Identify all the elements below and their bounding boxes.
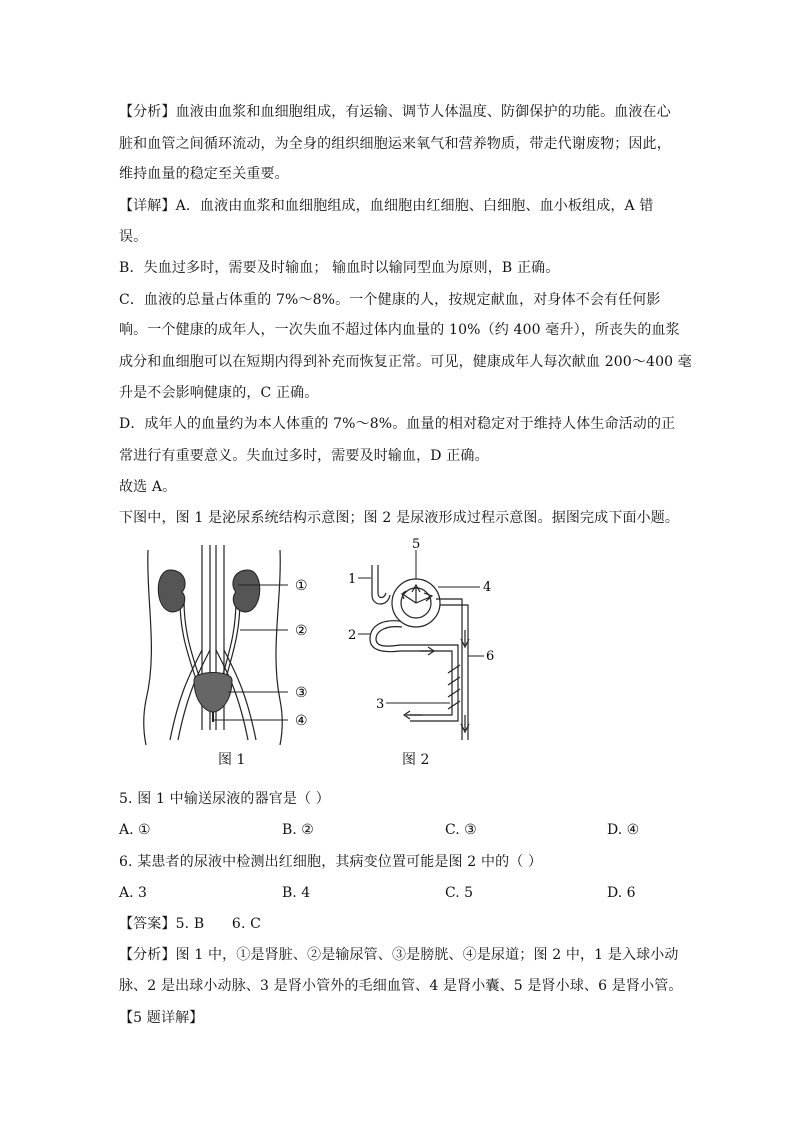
question-6-option-d: D. 6 — [607, 885, 636, 901]
kidney-right — [233, 570, 260, 612]
detail-line-8: D．成年人的血量约为本人体重的 7%～8%。血量的相对稳定对于维持人体生命活动的正 — [119, 416, 676, 432]
fig2-label-6: 6 — [486, 649, 495, 664]
afferent-arteriole — [372, 565, 390, 604]
kidney-left — [158, 570, 185, 612]
answer-line: 【答案】5. B 6. C — [119, 916, 262, 932]
urinary-system-figure — [140, 540, 340, 750]
detail-line-1: 【详解】A．血液由血浆和血细胞组成，血细胞由红细胞、白细胞、血小板组成，A 错 — [119, 198, 654, 214]
fig2-label-2: 2 — [348, 628, 357, 643]
ureter-right — [220, 600, 240, 685]
question-5-option-b: B. ② — [282, 822, 314, 838]
analysis-line-2: 脏和血管之间循环流动，为全身的组织细胞运来氧气和营养物质，带走代谢废物；因此， — [119, 136, 671, 152]
nephron-figure — [340, 535, 500, 750]
analysis-line-3: 维持血量的稳定至关重要。 — [119, 166, 289, 182]
fig1-label-4: ④ — [295, 713, 308, 729]
question-5-option-c: C. ③ — [445, 822, 477, 838]
detail-line-3: B．失血过多时，需要及时输血； 输血时以输同型血为原则，B 正确。 — [119, 260, 560, 276]
section-heading: 【5 题详解】 — [119, 1010, 204, 1026]
question-5-option-d: D. ④ — [607, 822, 640, 838]
question-6-option-b: B. 4 — [282, 885, 311, 901]
fig1-label-3: ③ — [295, 685, 308, 701]
peritubular-capillary — [400, 651, 452, 715]
body-outline-left — [144, 550, 152, 745]
peritubular-capillary-inner — [400, 645, 458, 721]
figure2-caption: 图 2 — [402, 752, 430, 768]
analysis2-line-2: 脉、2 是出球小动脉、3 是肾小管外的毛细血管、4 是肾小囊、5 是肾小球、6 是肾小管。 — [119, 978, 683, 994]
question-6-option-c: C. 5 — [445, 885, 474, 901]
analysis2-line-1: 【分析】图 1 中，①是肾脏、②是输尿管、③是膀胱、④是尿道；图 2 中，1 是入球小动 — [119, 947, 679, 963]
figure1-caption: 图 1 — [218, 752, 246, 768]
detail-line-11: 下图中，图 1 是泌尿系统结构示意图；图 2 是尿液形成过程示意图。据图完成下面小题。 — [119, 510, 680, 526]
detail-line-5: 响。一个健康的成年人，一次失血不超过体内血量的 10%（约 400 毫升），所丧失的血浆 — [119, 322, 680, 338]
body-outline-right — [276, 550, 282, 745]
efferent-arteriole — [370, 621, 400, 652]
detail-line-7: 升是不会影响健康的，C 正确。 — [119, 385, 319, 401]
fig1-label-2: ② — [295, 623, 308, 639]
capillary-flow-arrow — [420, 647, 434, 655]
fig2-label-1: 1 — [348, 572, 357, 587]
question-5-option-a: A. ① — [119, 822, 151, 838]
detail-line-4: C．血液的总量占体重的 7%～8%。一个健康的人，按规定献血，对身体不会有任何影 — [119, 292, 661, 308]
glomerulus-arrow-right — [416, 593, 432, 603]
bladder — [194, 673, 232, 713]
question-6-option-a: A. 3 — [119, 885, 147, 901]
question-6-stem: 6. 某患者的尿液中检测出红细胞，其病变位置可能是图 2 中的（ ） — [119, 854, 543, 870]
detail-line-9: 常进行有重要意义。失血过多时，需要及时输血，D 正确。 — [119, 448, 489, 464]
fig2-label-3: 3 — [376, 697, 385, 712]
detail-line-10: 故选 A。 — [119, 479, 177, 495]
capillary-exit-arrow — [404, 711, 422, 719]
afferent-arteriole-inner — [378, 565, 386, 598]
efferent-arteriole-inner — [376, 627, 402, 646]
fig1-label-1: ① — [295, 578, 308, 594]
question-5-stem: 5. 图 1 中输送尿液的器官是（ ） — [119, 791, 330, 807]
glomerulus-arrow-left — [402, 591, 416, 603]
analysis-line-1: 【分析】血液由血浆和血细胞组成，有运输、调节人体温度、防御保护的功能。血液在心 — [119, 104, 671, 120]
fig2-label-4: 4 — [483, 580, 492, 595]
detail-line-6: 成分和血细胞可以在短期内得到补充而恢复正常。可见，健康成年人每次献血 200～400 毫 — [119, 354, 692, 370]
fig2-label-5: 5 — [412, 537, 421, 552]
detail-line-2: 误。 — [119, 229, 148, 245]
